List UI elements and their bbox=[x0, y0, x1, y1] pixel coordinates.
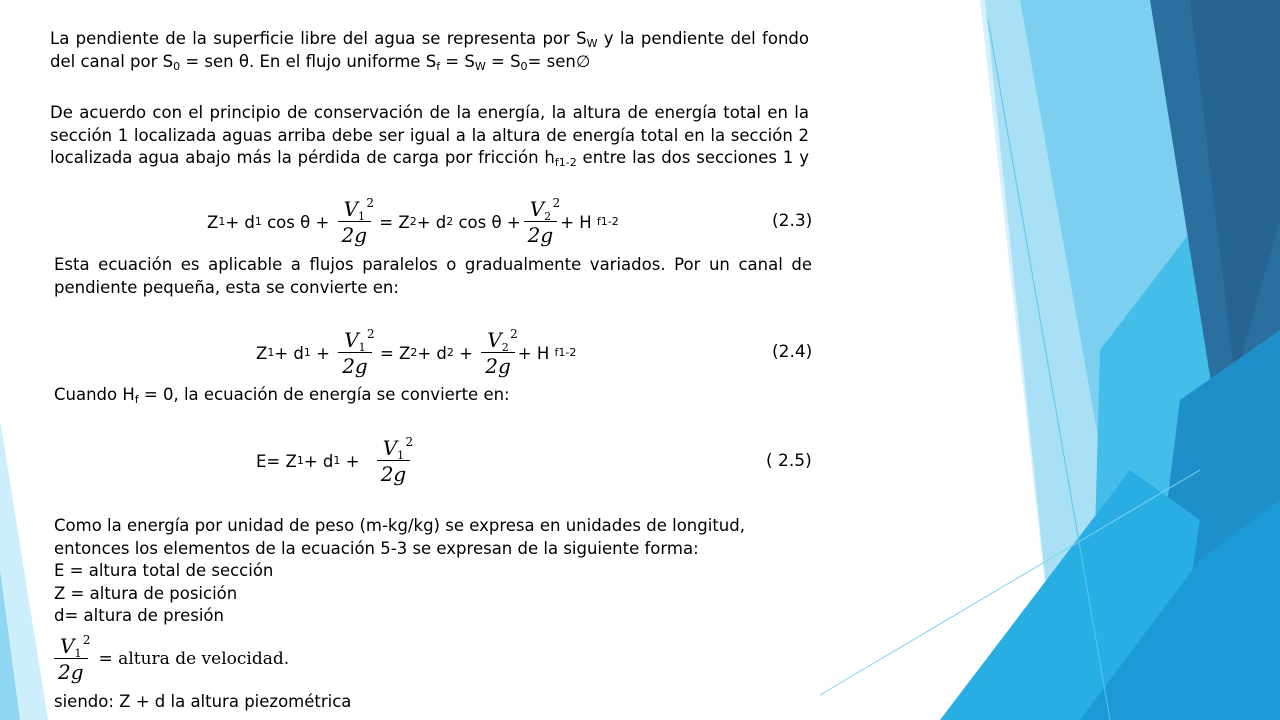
definition-position-height: Z = altura de posición bbox=[54, 583, 238, 603]
equation-number-2-5: ( 2.5) bbox=[766, 451, 812, 471]
definition-pressure-height: d= altura de presión bbox=[54, 606, 224, 625]
equation-number-2-3: (2.3) bbox=[772, 211, 813, 231]
fraction-v1-squared: $V_1$ 2 2g bbox=[338, 197, 372, 248]
definitions-line-1: Como la energía por unidad de peso (m-kg/kg) se expresa en unidades de longitud, bbox=[54, 516, 745, 535]
equation-2-3: Z 1 + d 1 cos θ + $V_1$ 2 2g = Z 2 + d 2 cos θ + $V_2$ 2 2g + H f1-2 bbox=[207, 195, 619, 247]
fraction-v1-squared: $V_1$ 2 2g bbox=[54, 634, 88, 685]
fraction-v1-squared: $V_1$ 2 2g bbox=[338, 328, 372, 379]
definition-velocity-height: $V_1$ 2 2g = altura de velocidad. bbox=[54, 630, 289, 688]
paragraph-slope bbox=[50, 28, 809, 73]
piezometric-height-note: siendo: Z + d la altura piezométrica bbox=[54, 692, 352, 711]
equation-2-4: Z 1 + d 1 + $V_1$ 2 2g = Z 2 + d 2 + $V_2$ 2 2g + H f1-2 bbox=[256, 326, 577, 378]
paragraph-applicability-line-1: Esta ecuación es aplicable a flujos paralelos o gradualmente variados. Por un canal de bbox=[54, 255, 812, 274]
fraction-v2-squared: $V_2$ 2 2g bbox=[481, 328, 515, 379]
definitions-line-2: entonces los elementos de la ecuación 5-3 se expresan de la siguiente forma: bbox=[54, 538, 699, 558]
paragraph-definitions bbox=[54, 515, 814, 628]
fraction-v1-squared: $V_1$ 2 2g bbox=[377, 436, 411, 487]
paragraph-zero-friction: Cuando $H_f = 0$, la ecuación de energía se convierte en: bbox=[54, 385, 510, 406]
equation-number-2-4: (2.4) bbox=[772, 342, 813, 362]
paragraph-energy-line-3: localizada agua abajo más la pérdida de carga por fricción $h_{f1-2}$ entre las dos secciones 1 y bbox=[50, 148, 809, 169]
paragraph-slope-line-1: La pendiente de la superficie libre del agua se representa por $S_W$ y la pendiente del fondo bbox=[50, 29, 809, 50]
equation-2-5: E= Z 1 + d 1 + $V_1$ 2 2g bbox=[256, 434, 414, 486]
fraction-v2-squared: $V_2$ 2 2g bbox=[524, 197, 558, 248]
paragraph-energy-line-2: sección 1 localizada aguas arriba debe ser igual a la altura de energía total en la sección 2 bbox=[50, 125, 809, 145]
paragraph-applicability bbox=[54, 254, 812, 299]
paragraph-energy-line-1: De acuerdo con el principio de conservación de la energía, la altura de energía total en la bbox=[50, 103, 809, 122]
paragraph-slope-line-2: del canal por $S_0$ = sen θ. En el flujo uniforme $S_f = S_W = S_0=$ sen∅ bbox=[50, 51, 591, 73]
paragraph-energy-conservation bbox=[50, 102, 809, 170]
paragraph-applicability-line-2: pendiente pequeña, esta se convierte en: bbox=[54, 277, 399, 297]
definition-total-height: E = altura total de sección bbox=[54, 561, 274, 580]
